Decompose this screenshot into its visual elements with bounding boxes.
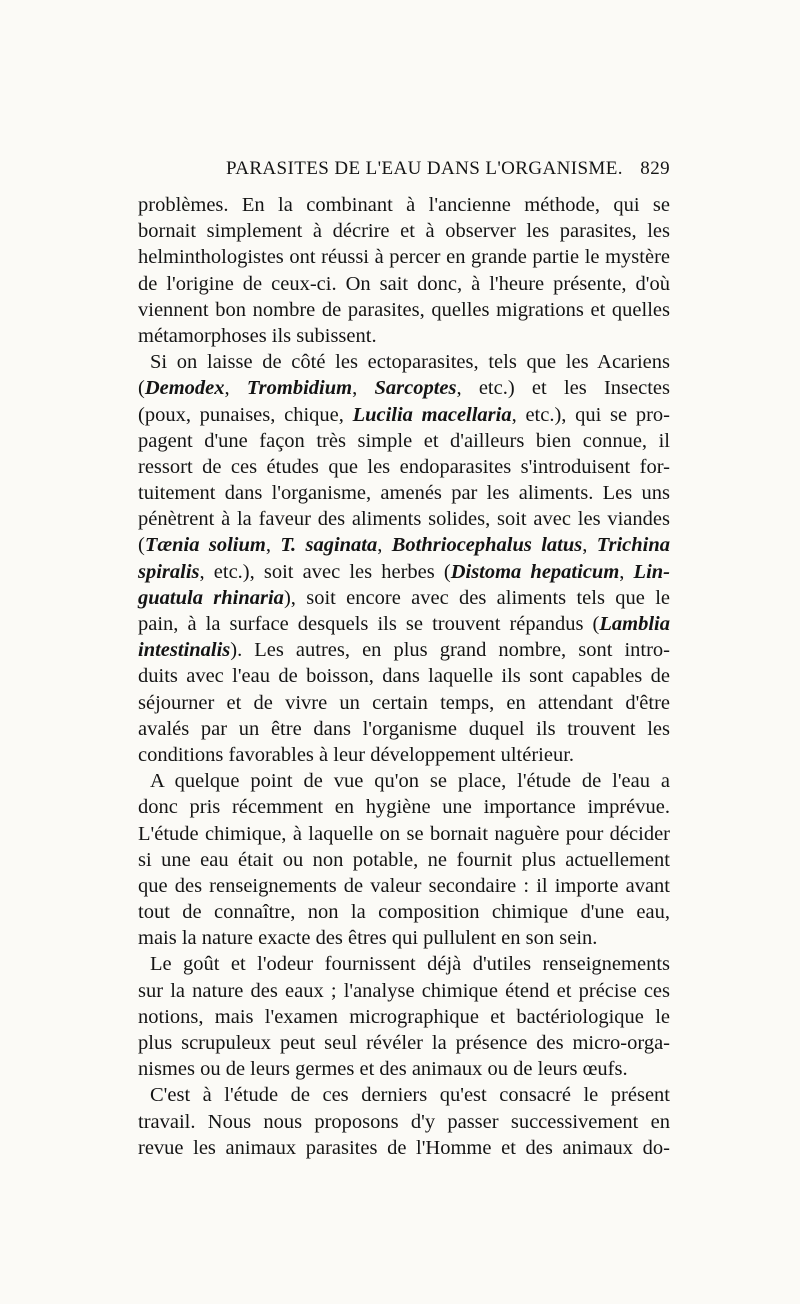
text-line xyxy=(138,716,670,742)
text-run: , xyxy=(619,560,634,583)
text-line xyxy=(138,559,670,585)
text-line xyxy=(138,847,670,873)
running-head xyxy=(138,158,670,188)
text-run: helminthologistes ont réussi à percer en grande partie le mystère xyxy=(138,246,670,269)
text-run: tout de connaître, non la composition chimique d'une eau, xyxy=(138,901,670,924)
text-run: , etc.), qui se pro- xyxy=(511,403,670,426)
italic-term: Lamblia xyxy=(599,613,670,635)
text-run: , xyxy=(377,534,392,557)
text-line xyxy=(138,218,670,244)
text-run: (poux, punaises, chique, xyxy=(138,403,353,426)
text-run: pagent d'une façon très simple et d'ailleurs bien connue, il xyxy=(138,429,670,452)
text-line xyxy=(138,663,670,689)
text-run: , xyxy=(265,534,281,557)
text-run: L'étude chimique, à laquelle on se bornait naguère pour décider xyxy=(138,822,670,845)
text-run: , xyxy=(582,534,597,557)
text-line xyxy=(138,454,670,480)
text-line xyxy=(138,978,670,1004)
text-line xyxy=(138,297,670,323)
running-title: PARASITES DE L'EAU DANS L'ORGANISME. xyxy=(226,158,623,179)
text-line xyxy=(138,1004,670,1030)
text-line xyxy=(138,637,670,663)
italic-term: Lin- xyxy=(633,560,670,583)
page-number: 829 xyxy=(640,158,670,179)
text-run: ressort de ces études que les endoparasites s'introduisent for- xyxy=(138,455,670,478)
text-line xyxy=(138,402,670,428)
text-run: de l'origine de ceux-ci. On sait donc, à l'heure présente, d'où xyxy=(138,272,670,295)
text-line xyxy=(138,1109,670,1135)
text-run: que des renseignements de valeur secondaire : il importe avant xyxy=(138,874,670,897)
text-line xyxy=(138,271,670,297)
text-run: mais la nature exacte des êtres qui pullulent en son sein. xyxy=(138,927,598,950)
text-run: bornait simplement à décrire et à observer les parasites, les xyxy=(138,220,670,243)
italic-term: Trichina xyxy=(596,534,671,557)
text-run: ( xyxy=(138,534,145,557)
italic-term: Tænia solium xyxy=(144,534,266,557)
italic-term: Trombidium xyxy=(246,377,353,400)
text-line xyxy=(138,1056,670,1082)
text-run: A quelque point de vue qu'on se place, l'étude de l'eau a xyxy=(150,770,670,793)
italic-term: Bothriocephalus latus xyxy=(391,534,583,557)
text-run: tuitement dans l'organisme, amenés par les aliments. Les uns xyxy=(138,482,670,505)
text-run: plus scrupuleux peut seul révéler la présence des micro-orga- xyxy=(138,1032,670,1054)
text-line xyxy=(138,821,670,847)
text-run: ). Les autres, en plus grand nombre, sont intro- xyxy=(230,639,670,662)
text-run: travail. Nous nous proposons d'y passer successivement en xyxy=(138,1110,670,1133)
italic-term: Lucilia macellaria xyxy=(352,403,512,426)
italic-term: Distoma hepaticum xyxy=(450,560,620,583)
text-run: métamorphoses ils subissent. xyxy=(138,324,377,347)
text-run: donc pris récemment en hygiène une importance imprévue. xyxy=(138,796,670,819)
text-line xyxy=(138,1135,670,1161)
text-line xyxy=(138,951,670,977)
text-line xyxy=(138,1030,670,1056)
text-run: Le goût et l'odeur fournissent déjà d'utiles renseignements xyxy=(150,953,670,976)
text-run: , xyxy=(224,377,247,400)
text-line xyxy=(138,349,670,375)
text-run: séjourner et de vivre un certain temps, en attendant d'être xyxy=(138,691,670,714)
text-run: viennent bon nombre de parasites, quelles migrations et quelles xyxy=(138,298,670,321)
text-line xyxy=(138,925,670,951)
text-run: sur la nature des eaux ; l'analyse chimique étend et précise ces xyxy=(138,979,670,1002)
text-line xyxy=(138,428,670,454)
text-line xyxy=(138,899,670,925)
text-run: revue les animaux parasites de l'Homme et des animaux do- xyxy=(138,1136,670,1159)
text-run: C'est à l'étude de ces derniers qu'est consacré le présent xyxy=(150,1084,670,1107)
body-text xyxy=(138,192,670,1161)
text-line xyxy=(138,323,670,349)
text-line xyxy=(138,768,670,794)
text-line xyxy=(138,742,670,768)
text-line xyxy=(138,585,670,611)
text-run: Si on laisse de côté les ectoparasites, tels que les Acariens xyxy=(150,351,670,374)
text-run: , etc.) et les Insectes xyxy=(456,377,671,400)
text-run: ), soit encore avec des aliments tels que le xyxy=(283,586,671,609)
italic-term: Sarcoptes xyxy=(374,377,457,400)
text-run: , xyxy=(352,377,375,400)
text-line xyxy=(138,244,670,270)
text-line xyxy=(138,506,670,532)
text-run: , etc.), soit avec les herbes ( xyxy=(199,560,451,583)
text-run: pénètrent à la faveur des aliments solides, soit avec les viandes xyxy=(138,508,670,531)
text-line xyxy=(138,1082,670,1108)
italic-term: spiralis xyxy=(138,560,200,583)
text-run: duits avec l'eau de boisson, dans laquelle ils sont capables de xyxy=(138,665,670,688)
text-run: notions, mais l'examen micrographique et bactériologique le xyxy=(138,1005,670,1028)
text-line xyxy=(138,611,670,637)
text-run: problèmes. En la combinant à l'ancienne méthode, qui se xyxy=(138,194,670,216)
text-line xyxy=(138,690,670,716)
text-line xyxy=(138,192,670,218)
text-line xyxy=(138,794,670,820)
italic-term: guatula rhinaria xyxy=(138,586,284,609)
text-line xyxy=(138,480,670,506)
text-run: conditions favorables à leur développement ultérieur. xyxy=(138,743,575,766)
italic-term: Demodex xyxy=(144,377,225,400)
text-line xyxy=(138,532,670,558)
text-run: nismes ou de leurs germes et des animaux ou de leurs œufs. xyxy=(138,1058,628,1081)
text-line xyxy=(138,375,670,401)
text-run: avalés par un être dans l'organisme duquel ils trouvent les xyxy=(138,717,670,740)
italic-term: intestinalis xyxy=(138,639,231,662)
text-run: pain, à la surface desquels ils se trouvent répandus ( xyxy=(138,613,600,635)
text-run: ( xyxy=(138,377,145,400)
italic-term: T. saginata xyxy=(280,534,378,557)
text-run: si une eau était ou non potable, ne fournit plus actuellement xyxy=(138,848,670,871)
text-line xyxy=(138,873,670,899)
